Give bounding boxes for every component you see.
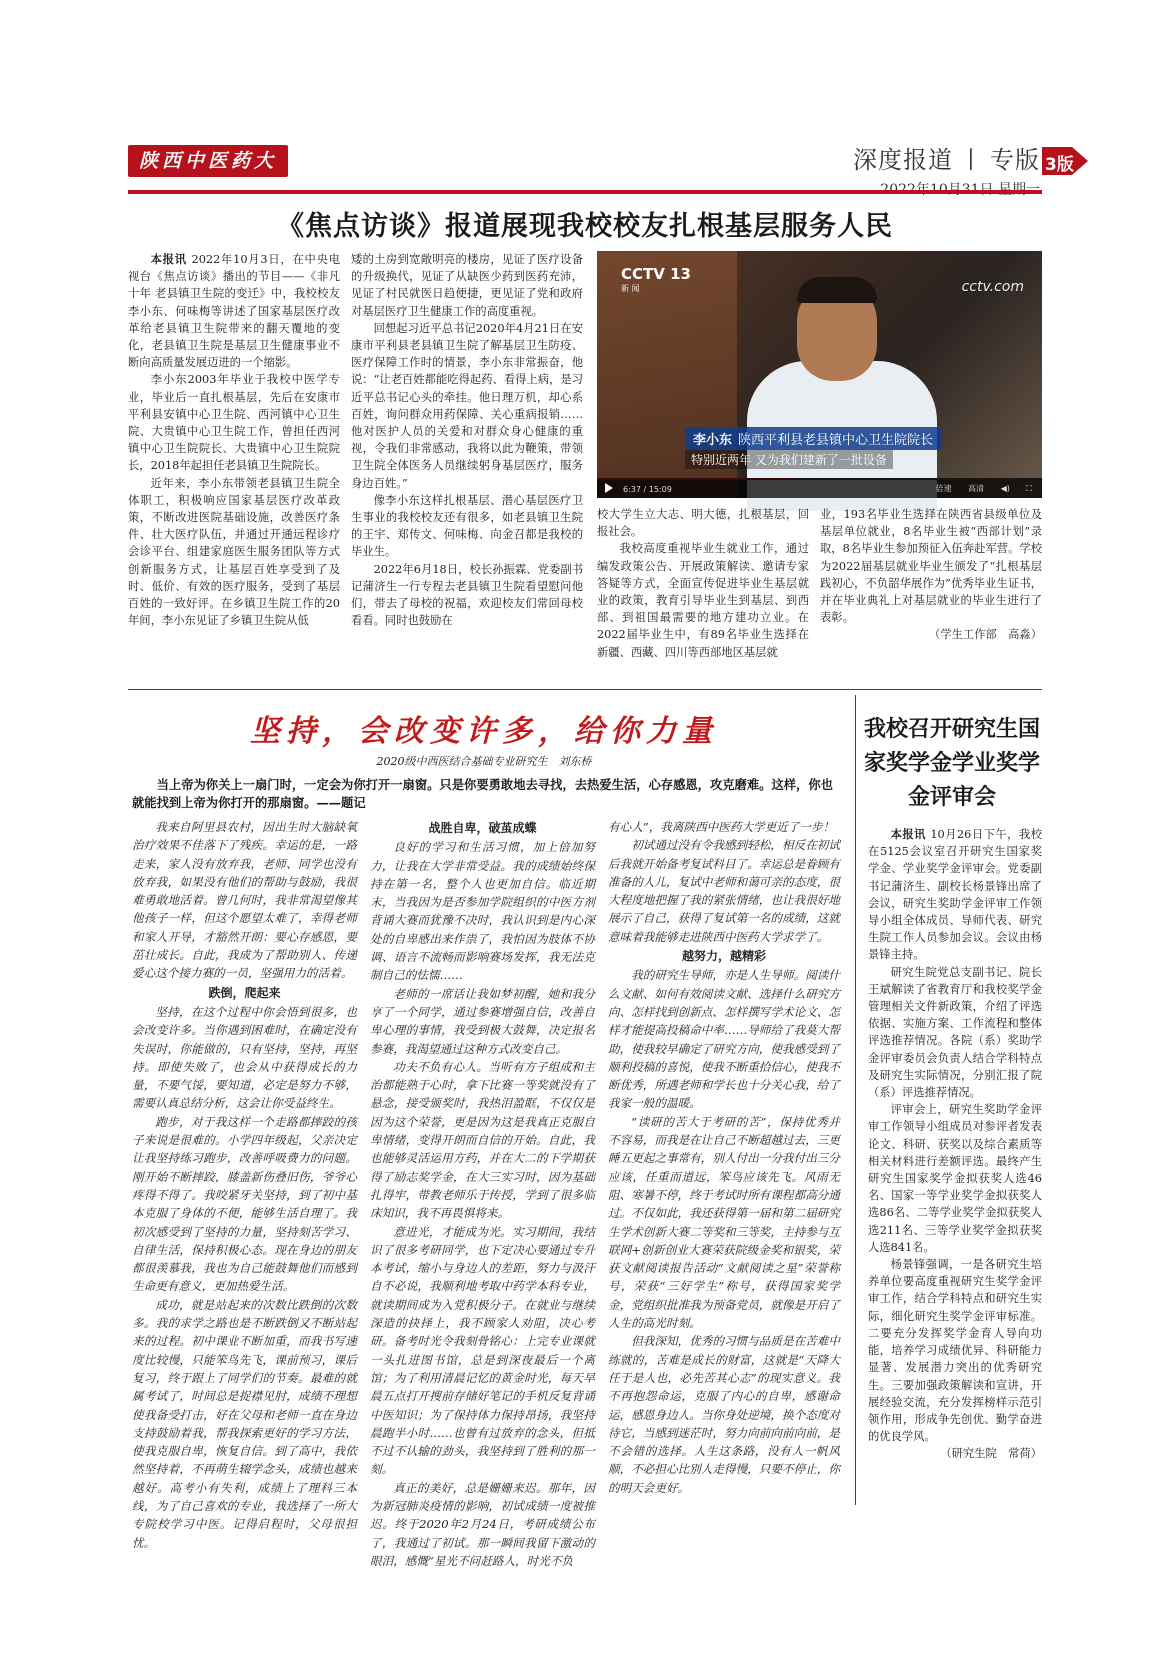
paragraph-text: 真正的美好，总是姗姗来迟。那年，因为新冠肺炎疫情的影响，初试成绩一度被推迟。终于2020年2月24日，考研成绩公布了，我通过了初试。那一瞬间我留下激动的眼泪，感慨“星光不问赶路人，时光不负 [370, 1480, 595, 1568]
paragraph [608, 818, 840, 836]
paragraph-text: 成功，就是站起来的次数比跌倒的次数多。我的求学之路也是不断跌倒又不断站起来的过程。初中课业不断加重，而我书写速度比较慢，只能笨鸟先飞，课前预习，课后复习，终于跟上了同学们的节奏。最难的就属考试了，时间总是捉襟见肘，成绩不理想使我备受打击，好在父母和老师一直在身边支持鼓励着我，帮我探索更好的学习方法，使我克服自卑，恢复自信。到了高中，我依然坚持着，不再萌生辍学念头，成绩也越来越好。高考小有失利，成绩上了理科三本线，为了自己喜欢的专业，我选择了一所大专院校学习中医。记得启程时，父母很担忧。 [132, 1297, 357, 1550]
paragraph [868, 826, 1042, 964]
paragraph [608, 1332, 840, 1497]
paragraph-text: 近年来，李小东带领老县镇卫生院全体职工，积极响应国家基层医疗改革政策，不断改进医院基础设施，改善医疗条件、壮大医疗队伍，并通过开通远程诊疗会诊平台、组建家庭医生服务团队等方式创新服务方式，让基层百姓享受到了及时、低价、有效的医疗服务，受到了基层百姓的一致好评。在乡镇卫生院工作的20年间，李小东见证了乡镇卫生院从低 [128, 476, 340, 628]
paragraph [132, 1003, 357, 1113]
article2-column-1 [132, 818, 357, 1550]
page-number: 3版 [1045, 155, 1074, 175]
article1-column-1 [128, 251, 340, 683]
paragraph-text: “读研的苦大于考研的苦”，保持优秀并不容易，而我是在让自己不断超越过去，三更睡五更起之事常有，别人付出一分我付出三分应该，任重而道远，笨鸟应该先飞。风雨无阻、寒暑不停，终于考试时所有课程都高分通过。不仅如此，我还获得第一届和第二届研究生学术创新大赛二等奖和三等奖，主持参与互联网+创新创业大赛荣获院级金奖和银奖，荣获文献阅读报告活动“文献阅读之星”荣誉称号，荣获“三好学生”称号，获得国家奖学金，党组织批准我为预备党员，就像是开启了人生的高光时刻。 [608, 1114, 840, 1331]
cctv-watermark: cctv.com [961, 279, 1024, 295]
paragraph [132, 1113, 357, 1296]
edition-name: 专版 [990, 146, 1040, 174]
article1-column-3 [597, 506, 809, 684]
paragraph [370, 1058, 595, 1223]
paragraph [370, 985, 595, 1058]
paragraph-text: 初试通过没有令我感到轻松，相反在初试后我就开始备考复试科目了。幸运总是眷顾有准备的人儿，复试中老师和蔼可亲的态度，很大程度地把握了我的紧张情绪，也让我很好地展示了自己，获得了复试第一名的成绩，这就意味着我能够走进陕西中医药大学求学了。 [608, 838, 840, 944]
name-caption: 李小东 陕西平利县老县镇中心卫生院院长 [685, 427, 941, 450]
paragraph-text: 老师的一席话让我如梦初醒，她和我分享了一个同学，通过参赛增强自信，改善自卑心理的事情，我受到极大鼓舞，决定报名参赛，我渴望通过这种方式改变自己。 [370, 986, 595, 1056]
article1-column-2 [351, 251, 583, 683]
section-name: 深度报道 [853, 146, 953, 174]
paragraph [351, 251, 583, 320]
paragraph-text: 像李小东这样扎根基层、潜心基层医疗卫生事业的我校校友还有很多，如老县镇卫生院的王宇、郑传文、何味梅、向金召都是我校的毕业生。 [351, 493, 583, 559]
news-video-screenshot[interactable] [597, 251, 1042, 498]
paragraph [132, 1296, 357, 1552]
paragraph-text: 杨景锋强调，一是各研究生培养单位要高度重视研究生奖学金评审工作，结合学科特点和研究生实际，细化研究生奖学金评审标准。二要充分发挥奖学金育人导向功能，培养学习成绩优异、科研能力显著、发展潜力突出的优秀研究生。三要加强政策解读和宣讲，开展经验交流，充分发挥榜样示范引领作用，形成争先创优、勤学奋进的优良学风。 [868, 1258, 1042, 1444]
video-time: 6:37 / 15:09 [623, 485, 672, 494]
video-controls[interactable]: 倍速 高清 ◀) ⛶ [935, 484, 1032, 493]
video-subtitle: 特别近两年 又为我们建新了一批设备 [685, 450, 893, 469]
dateline: 本报讯 [150, 253, 192, 266]
article2-column-2 [370, 818, 595, 1568]
paragraph-text: 我的研究生导师，亦是人生导师。阅读什么文献、如何有效阅读文献、选择什么研究方向、怎样找到创新点、怎样撰写学术论文、怎样才能提高投稿命中率……导师给了我莫大帮助，使我较早确定了研究方向，使我感受到了顺利投稿的喜悦，使我不断重拾信心，使我不断优秀，所遇老师和学长也十分关心我，给了我家一般的温暖。 [608, 968, 840, 1111]
paragraph [128, 251, 340, 371]
article2-byline: 2020级中西医结合基础专业研究生 刘东桥 [376, 755, 592, 768]
paragraph-text: 评审会上，研究生奖助学金评审工作领导小组成员对参评者发表论文、科研、获奖以及综合素质等相关材料进行差额评选。最终产生研究生国家奖学金拟获奖人选46名、国家一等学业奖学金拟获奖人选86名、二等学业奖学金拟获奖人选211名、三等学业奖学金拟获奖人选841名。 [868, 1103, 1042, 1254]
paragraph [597, 506, 809, 540]
paragraph-text: 良好的学习和生活习惯，加上倍加努力，让我在大学非常受益。我的成绩始终保持在第一名，整个人也更加自信。临近期末，当我因为是否参加学院组织的中医方剂背诵大赛而犹豫不决时，我认识到是内心深处的自卑感出来作祟了，我怕因为肢体不协调、语言不流畅而影响赛场发挥，我无法克制自己的怯懦…… [370, 840, 595, 983]
article2-headline: 坚持，会改变许多，给你力量 [250, 714, 718, 749]
paragraph-text: 我校高度重视毕业生就业工作，通过编发政策公告、开展政策解读、邀请专家答疑等方式，全面宣传促进毕业生基层就业的政策，教育引导毕业生到基层、到西部、到祖国最需要的地方建功立业。在2022届毕业生中，有89名毕业生选择在新疆、西藏、四川等西部地区基层就 [597, 542, 809, 659]
paragraph [608, 1113, 840, 1333]
article2-column-3 [608, 818, 840, 1508]
paragraph-text: 坚持，在这个过程中你会悟到很多，也会改变许多。当你遇到困难时，在确定没有失误时，你能做的，只有坚持，坚持，再坚持。即使失败了，也会从中获得成长的力量，不要气馁，要知道，必定是努力不够，需要认真总结分析，这会让你受益终生。 [132, 1004, 357, 1111]
play-icon[interactable] [605, 483, 613, 493]
cctv13-logo: CCTV 13 新 闻 [621, 265, 691, 293]
paragraph-text: 2022年6月18日，校长孙振霖、党委副书记蒲济生一行专程去老县镇卫生院看望慰问他们，带去了母校的祝福，欢迎校友们常回母校看看。同时也鼓励在 [351, 562, 583, 628]
university-logo: 陕西中医药大 [128, 145, 288, 177]
paragraph-text: 跑步，对于我这样一个走路都摔跤的孩子来说是很难的。小学四年级起，父亲决定让我坚持练习跑步，改善呼吸费力的问题。刚开始不断摔跤，膝盖新伤叠旧伤，爷爷心疼得不得了。我咬紧牙关坚持，到了初中基本克服了身体的不便，能够生活自理了。我初次感受到了坚持的力量，坚持刻苦学习、自律生活，保持积极心态。现在身边的朋友都很羡慕我，我也为自己能鼓舞他们而感到生命更有意义，更加热爱生活。 [132, 1114, 357, 1294]
signature: （学生工作部 高淼） [929, 628, 1042, 642]
person-hair [797, 277, 877, 303]
page-number-badge [1042, 143, 1090, 179]
paragraph [370, 1479, 595, 1570]
paragraph [351, 561, 583, 630]
paragraph [608, 836, 840, 946]
paragraph-text: 2022年10月3日，在中央电视台《焦点访谈》播出的节目——《非凡十年 老县镇卫生院的变迁》中，我校校友李小东、何味梅等讲述了国家基层医疗改革给老县镇卫生院带来的翻天覆地的变化，老县镇卫生院是基层卫生健康事业不断向高质量发展迈进的一个缩影。 [128, 253, 340, 370]
paragraph [868, 1256, 1042, 1445]
paragraph-text: 10月26日下午，我校在5125会议室召开研究生国家奖学金、学业奖学金评审会。党委副书记蒲济生、副校长杨景锋出席了会议，研究生奖助学金评审工作领导小组全体成员、导师代表、研究生院工作人员参加会议。会议由杨景锋主持。 [868, 828, 1042, 962]
dateline: 本报讯 [890, 828, 931, 841]
article3-headline: 我校召开研究生国家奖学金学业奖学金评审会 [863, 716, 1040, 810]
paragraph [868, 1101, 1042, 1256]
paragraph-text: 功夫不负有心人。当听有方子组成和主治都能熟于心时，拿下比赛一等奖就没有了悬念，接受颁奖时，我热泪盈眶，不仅仅是因为这个荣誉，更是因为这是我真正克服自卑情绪，变得开朗而自信的开始。自此，我也能够灵活运用方药，并在大二的下学期获得了励志奖学金，在大三实习时，因为基础扎得牢，带教老师乐于传授，学到了很多临床知识，我不再畏惧将来。 [370, 1059, 595, 1221]
paragraph [370, 838, 595, 984]
paragraph [370, 1223, 595, 1479]
subheading: 跌倒，爬起来 [208, 985, 281, 1000]
paragraph [608, 966, 840, 1112]
column-divider-line [855, 695, 856, 1505]
subheading: 战胜自卑，破茧成蝶 [428, 821, 537, 835]
paragraph-text: 李小东2003年毕业于我校中医学专业，毕业后一直扎根基层，先后在安康市平利县安镇中心卫生院、西河镇中心卫生院、大贵镇中心卫生院工作，曾担任西河镇中心卫生院院长、大贵镇中心卫生院院长，2018年起担任老县镇卫生院院长。 [128, 373, 340, 473]
issue-date [853, 179, 1040, 199]
article1-headline: 《焦点访谈》报道展现我校校友扎根基层服务人民 [277, 211, 893, 242]
paragraph [132, 818, 357, 983]
section-title [853, 140, 1040, 175]
subheading: 越努力，越精彩 [681, 949, 766, 964]
paragraph [868, 964, 1042, 1102]
paragraph-text: 但我深知，优秀的习惯与品质是在苦难中练就的，苦难是成长的财富，这就是“天降大任于是人也，必先苦其心志”的现实意义。我不再抱怨命运，克服了内心的自卑，感谢命运，感恩身边人。当你身处逆境，换个态度对待它，当感到迷茫时，努力向前向前向前，是不会错的选择。人生这条路，没有人一帆风顺，不必担心比别人走得慢，只要不停止，你的明天会更好。 [608, 1334, 840, 1495]
paragraph [128, 475, 340, 630]
masthead-rule [128, 190, 1042, 194]
paragraph-text: 意进光，才能成为光。实习期间，我结识了很多考研同学，也下定决心要通过专升本考试，缩小与身边人的差距，努力与汲汗自不必说，我顺利地考取中药学本科专业，就读期间成为入党积极分子。在就业与继续深造的抉择上，我不顾家人劝阻，决心考研。备考时光令我刻骨铭心：上完专业课就一头扎进图书馆，总是到深夜最后一个离馆；为了利用清晨记忆的黄金时光，每天早晨五点打开搜前存储好笔记的手机反复背诵中医知识；为了保持体力保持昂扬，我坚持晨跑半小时……也曾有过放弃的念头，但抵不过不认输的劲头，我坚持到了胜利的那一刻。 [370, 1224, 595, 1477]
paragraph [597, 540, 809, 660]
paragraph-text: 研究生院党总支副书记、院长王斌解读了省教育厅和我校奖学金管理相关文件新政策，介绍了评选依据、实施方案、工作流程和整体评选推荐情况。各院（系）奖助学金评审委员会负责人结合学科特点及研究生实际情况，分别汇报了院（系）评选推荐情况。 [868, 965, 1042, 1100]
article3-body [868, 826, 1042, 1512]
signature: （研究生院 常荷） [940, 1447, 1042, 1461]
paragraph-text: 校大学生立大志、明大德，扎根基层，回报社会。 [597, 508, 809, 539]
paragraph-text: 业，193名毕业生选择在陕西省县级单位及基层单位就业，8名毕业生被“西部计划”录取，8名毕业生参加预征入伍奔赴军营。学校为2022届基层就业毕业生颁发了“扎根基层践初心，不负韶华展作为”优秀毕业生证书，并在毕业典礼上对基层就业的毕业生进行了表彰。 [820, 508, 1042, 625]
paragraph [820, 506, 1042, 626]
paragraph [351, 492, 583, 561]
paragraph-text: 矮的土房到宽敞明亮的楼房，见证了医疗设备的升级换代，见证了从缺医少药到医药充沛，见证了村民就医日趋便捷，更见证了党和政府对基层医疗卫生健康工作的高度重视。 [351, 253, 583, 318]
paragraph-text: 我来自阿里县农村，因出生时大脑缺氧治疗效果不佳落下了残疾。幸运的是，一路走来，家人没有放弃我，老师、同学也没有放弃我，如果没有他们的帮助与鼓励，我很难勇敢地活着。曾几何时，我非常渴望像其他孩子一样，但这个愿望太难了，幸得老师和家人开导，才豁然开朗：要心存感恩，要茁壮成长。自此，我成为了帮助别人、传递爱心这个接力赛的一员，坚强用力的活着。 [132, 820, 357, 981]
section-divider-line [128, 689, 1042, 690]
paragraph-text: 有心人”，我离陕西中医药大学更近了一步！ [608, 820, 835, 834]
article1-column-4 [820, 506, 1042, 684]
paragraph [128, 371, 340, 474]
paragraph-text: 回想起习近平总书记2020年4月21日在安康市平利县老县镇卫生院了解基层卫生防疫、医疗保障工作时的情景，李小东非常振奋，他说：“让老百姓都能吃得起药、看得上病，是习近平总书记心头的牵挂。他日理万机，却心系百姓，询问群众用药保障、关心重病报销……他对医护人员的关爱和对群众身心健康的重视，令我们非常感动，我将以此为鞭策，带领卫生院全体医务人员继续躬身基层医疗，服务身边百姓。” [351, 321, 583, 490]
paragraph [351, 320, 583, 492]
article2-epigraph: 当上帝为你关上一扇门时，一定会为你打开一扇窗。只是你要勇敢地去寻找，去热爱生活，心存感恩，攻克磨难。这样，你也就能找到上帝为你打开的那扇窗。——题记 [132, 778, 833, 810]
section-divider: 丨 [959, 146, 984, 174]
